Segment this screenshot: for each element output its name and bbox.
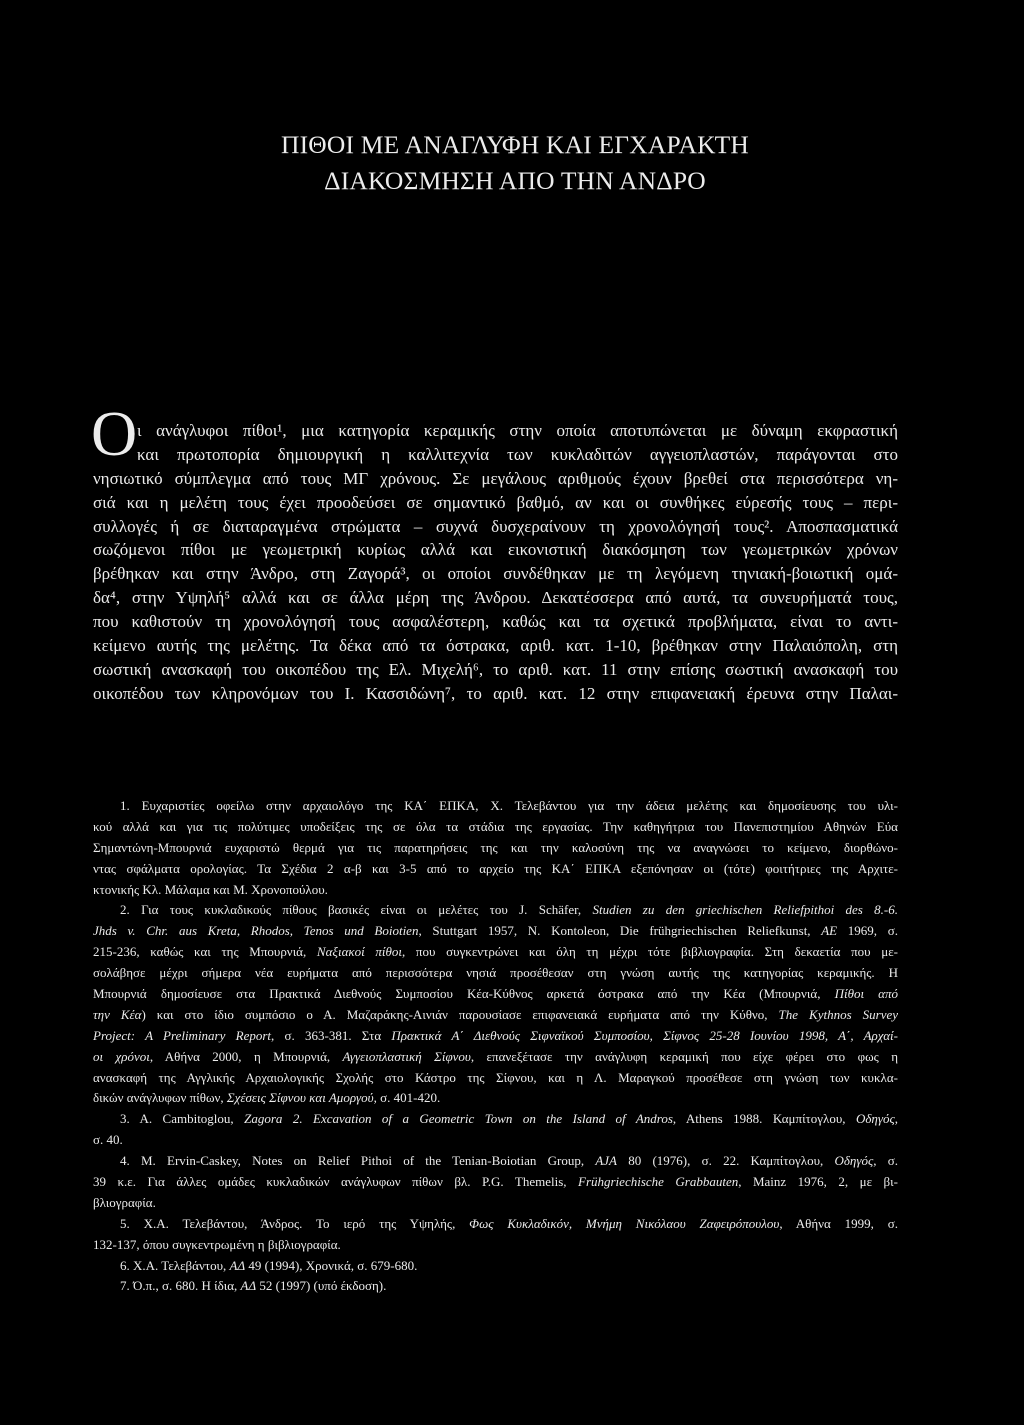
- footnote-text: βλιογραφία.: [93, 1194, 156, 1210]
- footnote-text: , που συγκεντρώνει και όλη τη μέχρι τότε βιβλιογραφία. Στη δεκαετία που με-: [402, 944, 898, 960]
- footnote-line: [93, 838, 898, 859]
- footnote-line: [93, 1088, 898, 1109]
- body-line: βρέθηκαν και στην Άνδρο, στη Ζαγορά³, οι οποίοι συνδέθηκαν με τη λεγόμενη τηνιακή-βοιωτική ομά-: [93, 564, 898, 584]
- footnote-line: [93, 817, 898, 838]
- footnote-text: 52 (1997) (υπό έκδοση).: [256, 1278, 387, 1294]
- title-line-2: ΔΙΑΚΟΣΜΗΣΗ ΑΠΟ ΤΗΝ ΑΝΔΡΟ: [324, 166, 706, 195]
- body-line: συλλογές ή σε διαταραγμένα στρώματα – συχνά δυσχεραίνουν τη χρονολόγησή τους². Αποσπασματικά: [93, 516, 898, 536]
- footnote-text: , Αθήνα 1999, σ.: [779, 1215, 898, 1231]
- footnote-italic-text: Φως Κυκλαδικόν, Μνήμη Νικόλαου Ζαφειρόπουλου: [469, 1215, 780, 1231]
- footnote-text: 3. A. Cambitoglou,: [120, 1111, 245, 1127]
- footnote-italic-text: AE: [821, 923, 838, 939]
- footnote-text: σολάβησε μέχρι σήμερα νέα ευρήματα από περισσότερα νησιά προσέθεσαν στη γνώση αυτής της κατηγορίας κεραμικής. Η: [93, 965, 898, 981]
- footnote-text: , επανεξέτασε την ανάγλυφη κεραμική που είχε φέρει στο φως η: [470, 1048, 898, 1064]
- footnote-italic-text: Σχέσεις Σίφνου και Αμοργού: [226, 1090, 374, 1106]
- footnote-text: 7. Ό.π., σ. 680. Η ίδια,: [120, 1278, 241, 1294]
- footnote-5: [93, 1214, 898, 1256]
- footnote-line: [93, 942, 898, 963]
- footnote-text: 49 (1994), Χρονικά, σ. 679-680.: [245, 1257, 418, 1273]
- footnote-6: [93, 1256, 898, 1277]
- footnote-line: [93, 963, 898, 984]
- body-line: που καθιστούν τη χρονολόγησή τους ασφαλέστερη, καθώς και τα σχετικά προβλήματα, είναι το αντι-: [93, 612, 898, 632]
- footnote-line: [93, 1214, 898, 1235]
- footnote-line: [93, 1172, 898, 1193]
- footnote-italic-text: Αγγειοπλαστική Σίφνου: [342, 1048, 471, 1064]
- footnote-line: [93, 1235, 898, 1256]
- footnote-line: [93, 1005, 898, 1026]
- footnote-text: 4. M. Ervin-Caskey, Notes on Relief Pithoi of the Tenian-Boiotian Group,: [120, 1153, 596, 1169]
- footnote-text: ,: [894, 1111, 898, 1127]
- body-line: σωζόμενοι πίθοι με γεωμετρική κυρίως αλλά και εικονιστική διακόσμηση των γεωμετρικών χρόνων: [93, 540, 898, 560]
- footnote-text: 39 κ.ε. Για άλλες ομάδες κυκλαδικών ανάγλυφων πίθων βλ. P.G. Themelis,: [93, 1174, 578, 1190]
- footnote-text: , σ. 363-381. Στα: [271, 1027, 392, 1043]
- footnote-italic-text: Ναξιακοί πίθοι: [316, 944, 403, 960]
- footnote-italic-text: AJA: [595, 1153, 617, 1169]
- footnote-italic-text: Studien zu den griechischen Reliefpithoi des 8.-6.: [592, 902, 898, 918]
- footnote-italic-text: Πρακτικά Α΄ Διεθνούς Σιφναϊκού Συμποσίου, Σίφνος 25-28 Ιουνίου 1998, Α΄, Αρχαί-: [391, 1027, 898, 1043]
- footnote-italic-text: ΑΔ: [240, 1278, 257, 1294]
- body-line: δα⁴, στην Υψηλή⁵ αλλά και σε άλλα μέρη της Άνδρου. Δεκατέσσερα από αυτά, τα συνευρήματά τους,: [93, 588, 898, 608]
- footnote-italic-text: Zagora 2. Excavation of a Geometric Town on the Island of Andros: [244, 1111, 673, 1127]
- footnote-italic-text: Οδηγός: [855, 1111, 895, 1127]
- body-line: και πρωτοπορία δημιουργική η καλλιτεχνία των κυκλαδιτών αγγειοπλαστών, παράγονται στο: [137, 444, 898, 464]
- footnote-text: , Athens 1988. Καμπίτογλου,: [672, 1111, 856, 1127]
- footnote-text: ντας σφάλματα ορολογίας. Τα Σχέδια 2 α-β και 3-5 από το αρχείο της ΚΑ΄ ΕΠΚΑ εξεπόνησαν οι (τότε) φοιτήτριες της Αρχιτε-: [93, 860, 898, 876]
- footnote-text: , Mainz 1976, 2, με βι-: [738, 1174, 898, 1190]
- drop-cap: Ο: [91, 398, 138, 469]
- footnote-italic-text: οι χρόνοι: [93, 1048, 150, 1064]
- footnote-italic-text: The Kythnos Survey: [778, 1006, 898, 1022]
- footnote-text: Μπουρνιά δημοσίευσε στα Πρακτικά Διεθνούς Συμποσίου Κέα-Κύθνος αρκετά όστρακα από την Κέα (Μπουρνιά,: [93, 986, 835, 1002]
- footnote-line: [93, 921, 898, 942]
- footnote-4: [93, 1151, 898, 1214]
- footnote-text: , Stuttgart 1957, N. Kontoleon, Die frühgriechischen Reliefkunst,: [418, 923, 822, 939]
- footnote-line: [93, 1276, 898, 1297]
- footnote-line: [93, 900, 898, 921]
- footnotes: [93, 796, 898, 1297]
- footnote-italic-text: την Κέα: [93, 1006, 142, 1022]
- footnote-italic-text: ΑΔ: [229, 1257, 246, 1273]
- footnote-line: [93, 1026, 898, 1047]
- footnote-text: 5. Χ.Α. Τελεβάντου, Άνδρος. Το ιερό της Υψηλής,: [120, 1215, 470, 1231]
- footnote-line: [93, 796, 898, 817]
- body-paragraph: [93, 419, 898, 706]
- footnote-text: 2. Για τους κυκλαδικούς πίθους βασικές είναι οι μελέτες του J. Schäfer,: [120, 902, 593, 918]
- footnote-line: [93, 1068, 898, 1089]
- footnote-text: , σ.: [873, 1153, 898, 1169]
- footnote-line: [93, 1109, 898, 1130]
- footnote-text: 6. Χ.Α. Τελεβάντου,: [120, 1257, 230, 1273]
- article-title: [6, 127, 1024, 199]
- footnote-italic-text: Πίθοι από: [834, 986, 898, 1002]
- footnote-line: [93, 859, 898, 880]
- footnote-1: [93, 796, 898, 900]
- footnote-text: 1969, σ.: [837, 923, 898, 939]
- footnote-line: [93, 1151, 898, 1172]
- footnote-italic-text: Frühgriechische Grabbauten: [578, 1174, 739, 1190]
- body-line: ι ανάγλυφοι πίθοι¹, μια κατηγορία κεραμικής στην οποία αποτυπώνεται με δύναμη εκφραστική: [137, 421, 898, 440]
- footnote-2: [93, 900, 898, 1109]
- footnote-text: 215-236, καθώς και της Μπουρνιά,: [93, 944, 317, 960]
- footnote-line: [93, 1130, 898, 1151]
- footnote-text: δικών ανάγλυφων πίθων,: [93, 1090, 227, 1106]
- footnote-italic-text: Project: A Preliminary Report: [93, 1027, 272, 1043]
- title-line-1: ΠΙΘΟΙ ΜΕ ΑΝΑΓΛΥΦΗ ΚΑΙ ΕΓΧΑΡΑΚΤΗ: [280, 130, 750, 159]
- footnote-line: [93, 1047, 898, 1068]
- footnote-text: ) και στο ίδιο συμπόσιο ο Α. Μαζαράκης-Αινιάν παρουσίασε επιφανειακά ευρήματα από την Κύθνο,: [141, 1006, 779, 1022]
- body-line: σιά και η μελέτη τους έχει προοδεύσει σε σημαντικό βαθμό, αν και οι συνθήκες εύρεσής τους – περι-: [93, 492, 898, 512]
- footnote-text: ανασκαφή της Αγγλικής Αρχαιολογικής Σχολής στο Κάστρο της Σίφνου, και η Λ. Μαραγκού προσέθεσε στη γνώση των κυκλα-: [93, 1069, 898, 1085]
- body-line: σωστική ανασκαφή του οικοπέδου της Ελ. Μιχελή⁶, το αριθ. κατ. 11 στην επίσης σωστική ανασκαφή του: [93, 659, 898, 679]
- footnote-italic-text: Οδηγός: [834, 1153, 874, 1169]
- footnote-text: κού αλλά και για τις πολύτιμες υποδείξεις της σε όλα τα στάδια της εργασίας. Την καθηγήτρια του Πανεπιστημίου Αθηνών Εύα: [93, 818, 898, 834]
- footnote-line: [93, 1193, 898, 1214]
- footnote-text: Σημαντώνη-Μπουρνιά ευχαριστώ θερμά για τις παρατηρήσεις της και την καλοσύνη της να αναγνώσει το κείμενο, διορθώνο-: [93, 839, 898, 855]
- footnote-text: 1. Ευχαριστίες οφείλω στην αρχαιολόγο της ΚΑ΄ ΕΠΚΑ, Χ. Τελεβάντου για την άδεια μελέτης και δημοσίευσης του υλι-: [120, 798, 898, 813]
- footnote-text: , Αθήνα 2000, η Μπουρνιά,: [149, 1048, 343, 1064]
- footnote-text: κτονικής Κλ. Μάλαμα και Μ. Χρονοπούλου.: [93, 881, 328, 897]
- footnote-line: [93, 1256, 898, 1277]
- footnote-3: [93, 1109, 898, 1151]
- body-line: κείμενο αυτής της μελέτης. Τα δέκα από τα όστρακα, αριθ. κατ. 1-10, βρέθηκαν στην Παλαιόπολη, στη: [93, 636, 898, 656]
- body-line: οικοπέδου των κληρονόμων του Ι. Κασσιδώνη⁷, το αριθ. κατ. 12 στην επιφανειακή έρευνα στην Παλαι-: [93, 683, 898, 703]
- footnote-text: 132-137, όπου συγκεντρωμένη η βιβλιογραφία.: [93, 1236, 341, 1252]
- footnote-text: , σ. 401-420.: [373, 1090, 441, 1106]
- footnote-line: [93, 880, 898, 901]
- body-line: νησιωτικό σύμπλεγμα από τους ΜΓ χρόνους. Σε μεγάλους αριθμούς έχουν βρεθεί στα περισσότερα νη-: [93, 468, 898, 488]
- footnote-text: 80 (1976), σ. 22. Καμπίτογλου,: [617, 1153, 835, 1169]
- footnote-italic-text: Jhds v. Chr. aus Kreta, Rhodos, Tenos und Boiotien: [93, 923, 419, 939]
- footnote-line: [93, 984, 898, 1005]
- footnote-text: σ. 40.: [93, 1132, 123, 1148]
- footnote-7: [93, 1276, 898, 1297]
